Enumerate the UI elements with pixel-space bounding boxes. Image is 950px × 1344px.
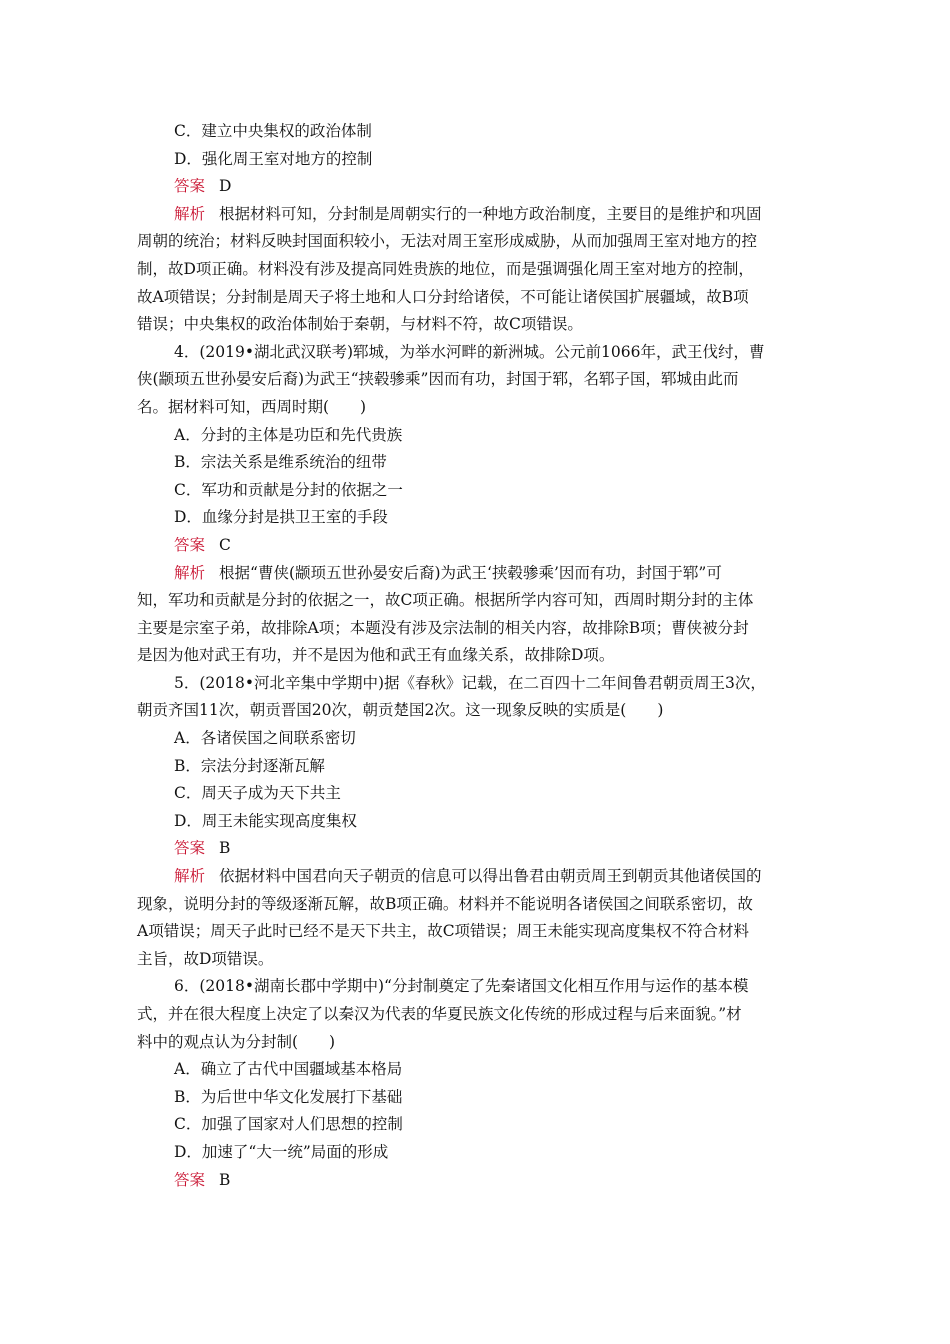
answer-label: 答案 — [174, 1170, 206, 1189]
q5-analysis-line-1 — [137, 863, 817, 891]
q4-analysis-line-2: 知，军功和贡献是分封的依据之一，故C项正确。根据所学内容可知，西周时期分封的主体 — [137, 591, 754, 610]
q3-analysis-line-4: 故A项错误；分封制是周天子将土地和人口分封给诸侯，不可能让诸侯国扩展疆域，故B项 — [137, 287, 749, 306]
q4-answer-line — [137, 532, 817, 560]
q5-option-d: D．周王未能实现高度集权 — [174, 811, 357, 830]
q4-stem-line-1: 4．(2019•湖北武汉联考)郓城，为举水河畔的新洲城。公元前1066年，武王伐纣，曹 — [174, 342, 765, 361]
q5-option-b: B．宗法分封逐渐瓦解 — [174, 756, 325, 775]
q5-answer-value: B — [219, 839, 231, 858]
q5-analysis-text: 依据材料中国君向天子朝贡的信息可以得出鲁君由朝贡周王到朝贡其他诸侯国的 — [219, 867, 762, 886]
q6-stem-line-2: 式，并在很大程度上决定了以秦汉为代表的华夏民族文化传统的形成过程与后来面貌。”材 — [137, 1005, 742, 1023]
q6-answer-value: B — [219, 1170, 231, 1189]
q3-analysis-line-2: 周朝的统治；材料反映封国面积较小，无法对周王室形成威胁，从而加强周王室对地方的控 — [137, 232, 758, 251]
q4-option-c: C．军功和贡献是分封的依据之一 — [174, 480, 403, 499]
q5-analysis-line-2: 现象，说明分封的等级逐渐瓦解，故B项正确。材料并不能说明各诸侯国之间联系密切，故 — [137, 894, 753, 913]
q5-answer-line — [137, 835, 817, 863]
q3-answer-line — [137, 173, 817, 201]
q6-option-b: B．为后世中华文化发展打下基础 — [174, 1087, 403, 1106]
document-body — [137, 118, 817, 1194]
q3-analysis-text: 根据材料可知，分封制是周朝实行的一种地方政治制度，主要目的是维护和巩固 — [219, 204, 762, 223]
q6-stem-line-1: 6．(2018•湖南长郡中学期中)“分封制奠定了先秦诸国文化相互作用与运作的基本模 — [174, 977, 749, 996]
q4-option-a: A．分封的主体是功臣和先代贵族 — [174, 425, 403, 444]
answer-label: 答案 — [174, 177, 206, 196]
analysis-label: 解析 — [174, 204, 206, 223]
q6-answer-line — [137, 1167, 817, 1195]
q4-analysis-text: 根据“曹侠(颛顼五世孙晏安后裔)为武王‘挟毂骖乘’因而有功，封国于郓”可 — [219, 563, 722, 582]
q6-stem-line-3: 料中的观点认为分封制( ) — [137, 1032, 336, 1051]
analysis-label: 解析 — [174, 563, 206, 582]
q6-option-a: A．确立了古代中国疆域基本格局 — [174, 1060, 403, 1079]
q4-stem-line-3: 名。据材料可知，西周时期( ) — [137, 397, 367, 416]
q6-option-d: D．加速了“大一统”局面的形成 — [174, 1142, 389, 1161]
q5-stem-line-1: 5．(2018•河北辛集中学期中)据《春秋》记载，在二百四十二年间鲁君朝贡周王3次， — [174, 673, 766, 692]
q4-answer-value: C — [219, 535, 231, 554]
q3-analysis-line-5: 错误；中央集权的政治体制始于秦朝，与材料不符，故C项错误。 — [137, 315, 583, 334]
q4-analysis-line-3: 主要是宗室子弟，故排除A项；本题没有涉及宗法制的相关内容，故排除B项；曹侠被分封 — [137, 618, 749, 637]
answer-label: 答案 — [174, 839, 206, 858]
q3-option-c: C．建立中央集权的政治体制 — [174, 122, 372, 140]
q3-analysis-line-1 — [137, 201, 817, 229]
q5-analysis-line-3: A项错误；周天子此时已经不是天下共主，故C项错误；周王未能实现高度集权不符合材料 — [137, 922, 750, 941]
q4-analysis-line-1 — [137, 560, 817, 588]
q3-answer-value: D — [219, 177, 232, 196]
q6-option-c: C．加强了国家对人们思想的控制 — [174, 1115, 403, 1134]
q5-analysis-line-4: 主旨，故D项错误。 — [137, 949, 274, 968]
q3-analysis-line-3: 制，故D项正确。材料没有涉及提高同姓贵族的地位，而是强调强化周王室对地方的控制， — [137, 259, 754, 278]
analysis-label: 解析 — [174, 867, 206, 886]
q5-option-c: C．周天子成为天下共主 — [174, 784, 341, 803]
q4-analysis-line-4: 是因为他对武王有功，并不是因为他和武王有血缘关系，故排除D项。 — [137, 646, 615, 665]
q4-option-d: D．血缘分封是拱卫王室的手段 — [174, 508, 388, 527]
q3-option-d: D．强化周王室对地方的控制 — [174, 149, 373, 168]
q5-option-a: A．各诸侯国之间联系密切 — [174, 729, 356, 748]
q4-stem-line-2: 侠(颛顼五世孙晏安后裔)为武王“挟毂骖乘”因而有功，封国于郓，名郓子国，郓城由此而 — [137, 370, 739, 389]
q4-option-b: B．宗法关系是维系统治的纽带 — [174, 453, 387, 472]
answer-label: 答案 — [174, 535, 206, 554]
q5-stem-line-2: 朝贡齐国11次，朝贡晋国20次，朝贡楚国2次。这一现象反映的实质是( ) — [137, 701, 664, 720]
